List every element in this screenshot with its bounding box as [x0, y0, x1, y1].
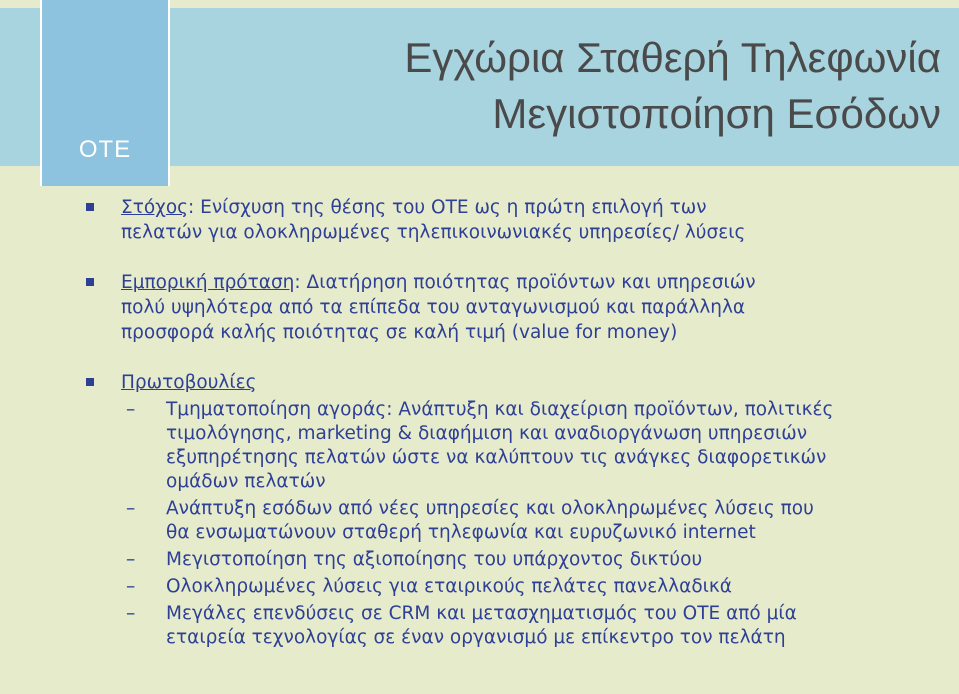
bullet-label: Εμπορική πρόταση	[121, 272, 295, 293]
initiatives-list	[84, 398, 944, 650]
list-item: – Τμηματοποίηση αγοράς: Ανάπτυξη και διαχείριση προϊόντων, πολιτικές τιμολόγησης, marketing & διαφήμιση και αναδιοργάνωση υπηρεσιών εξυπηρέτησης πελατών ώστε να καλύπτουν τις ανάγκες διαφορετικών ομάδων πελατών	[126, 399, 834, 492]
square-bullet-icon	[86, 378, 94, 386]
bullet-text: προσφορά καλής ποιότητας σε καλή τιμή (value for money)	[121, 322, 678, 343]
list-item: – Μεγάλες επενδύσεις σε CRM και μετασχηματισμός του ΟΤΕ από μία εταιρεία τεχνολογίας σε έναν οργανισμό με επίκεντρο τον πελάτη	[126, 603, 797, 648]
dash-bullet: –	[126, 549, 136, 570]
list-item: – Ανάπτυξη εσόδων από νέες υπηρεσίες και ολοκληρωμένες λύσεις που θα ενσωματώνουν σταθερή τηλεφωνία και ευρυζωνικό internet	[126, 498, 814, 543]
logo-text: ΟΤΕ	[78, 136, 132, 163]
dash-bullet: –	[126, 498, 136, 519]
title-line-2: Μεγιστοποίηση Εσόδων	[492, 90, 941, 137]
bullet-text: πελατών για ολοκληρωμένες τηλεπικοινωνιακές υπηρεσίες/ λύσεις	[121, 222, 746, 243]
dash-bullet: –	[126, 399, 136, 420]
slide-content	[84, 195, 944, 653]
title-line-1: Εγχώρια Σταθερή Τηλεφωνία	[404, 34, 941, 81]
dash-bullet: –	[126, 576, 136, 597]
bullet-label: Πρωτοβουλίες	[121, 372, 257, 393]
bullet-goal	[84, 195, 944, 245]
bullet-text: : Ενίσχυση της θέσης του ΟΤΕ ως η πρώτη επιλογή των	[188, 197, 707, 218]
list-item: – Μεγιστοποίηση της αξιοποίησης του υπάρχοντος δικτύου	[126, 549, 703, 570]
dash-bullet: –	[126, 603, 136, 624]
bullet-text: : Διατήρηση ποιότητας προϊόντων και υπηρεσιών	[294, 272, 756, 293]
ote-logo	[40, 0, 170, 186]
square-bullet-icon	[86, 278, 94, 286]
square-bullet-icon	[86, 203, 94, 211]
bullet-label: Στόχος	[121, 197, 189, 218]
bullet-text: πολύ υψηλότερα από τα επίπεδα του ανταγωνισμού και παράλληλα	[121, 297, 746, 318]
bullet-commercial-proposal	[84, 270, 944, 345]
slide-title	[404, 30, 941, 142]
list-item: – Ολοκληρωμένες λύσεις για εταιρικούς πελάτες πανελλαδικά	[126, 576, 732, 597]
bullet-initiatives	[84, 370, 944, 395]
